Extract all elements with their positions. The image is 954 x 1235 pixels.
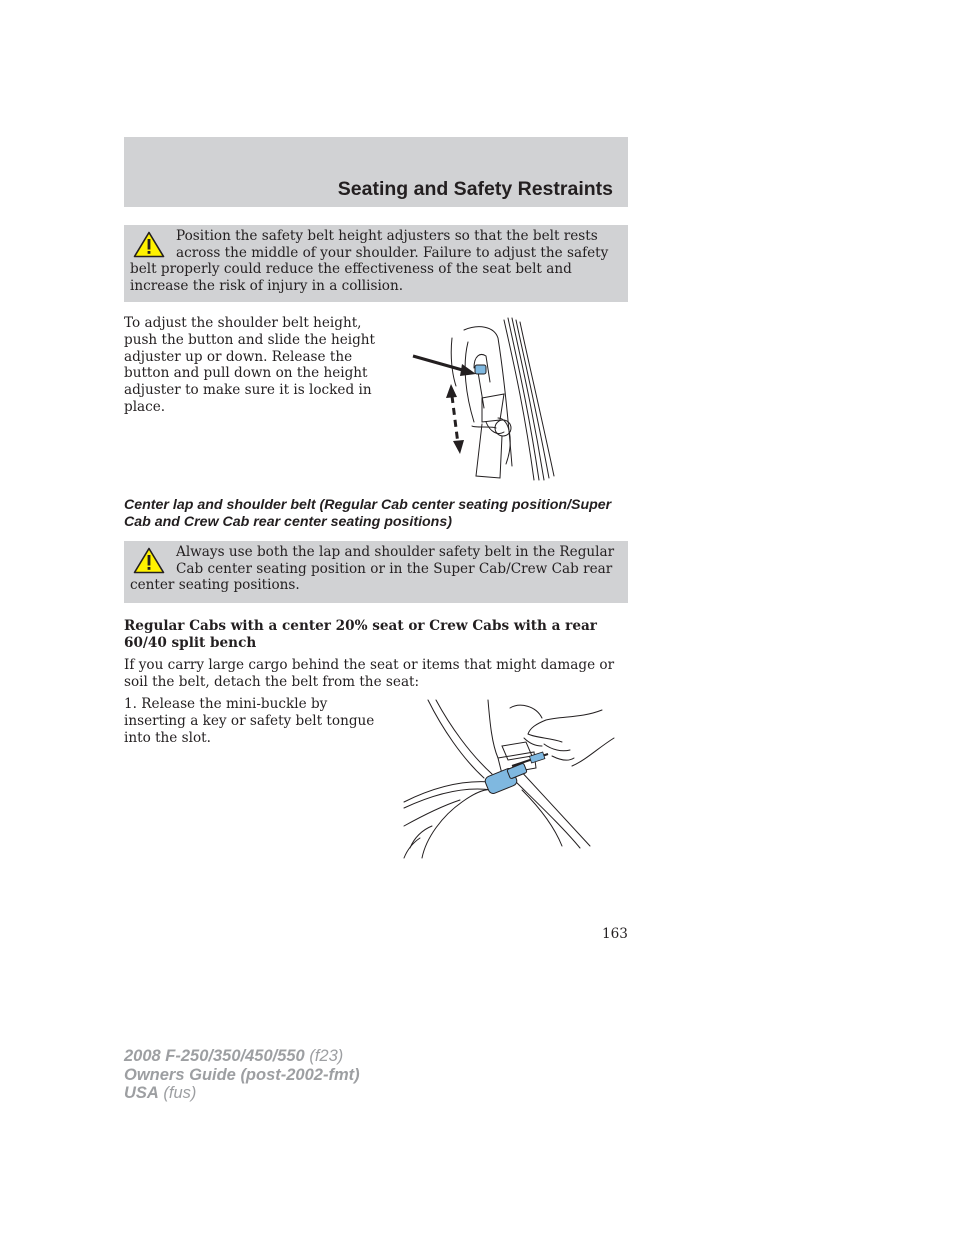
warning-text: Always use both the lap and shoulder safety belt in the Regular Cab center seating position or in the Super Cab/Crew Cab rear center seating positions. <box>130 544 615 593</box>
footer-line-1 <box>124 1047 360 1066</box>
detach-belt-intro: If you carry large cargo behind the seat or items that might damage or soil the belt, detach the belt from the seat: <box>124 657 615 690</box>
warning-triangle-icon <box>133 231 165 258</box>
shoulder-adjust-instructions: To adjust the shoulder belt height, push the button and slide the height adjuster up or down. Release the button and pull down on the height adjuster to make sure it is locked in place. <box>124 315 376 415</box>
footer-line-3 <box>124 1084 360 1103</box>
mini-buckle-illustration <box>402 698 616 860</box>
footer-model: 2008 F-250/350/450/550 <box>124 1047 305 1065</box>
section-title: Seating and Safety Restraints <box>337 178 613 200</box>
section-header-band <box>124 137 628 207</box>
footer-market: USA <box>124 1084 159 1102</box>
footer-market-code: (fus) <box>158 1084 197 1102</box>
footer-line-2: Owners Guide (post-2002-fmt) <box>124 1065 360 1084</box>
step-1-text: 1. Release the mini-buckle by inserting a key or safety belt tongue into the slot. <box>124 696 375 746</box>
document-footer <box>124 1047 360 1103</box>
footer-model-code: (f23) <box>304 1047 344 1065</box>
page-number: 163 <box>602 926 628 942</box>
warning-box-height-adjuster <box>124 225 628 302</box>
warning-box-center-belt <box>124 541 628 603</box>
center-belt-heading: Center lap and shoulder belt (Regular Cab center seating position/Super Cab and Crew Cab rear center seating positions) <box>124 497 612 530</box>
height-adjuster-illustration <box>408 316 572 482</box>
regular-cabs-heading: Regular Cabs with a center 20% seat or Crew Cabs with a rear 60/40 split bench <box>124 618 597 651</box>
warning-text: Position the safety belt height adjusters so that the belt rests across the middle of your shoulder. Failure to adjust the safety belt properly could reduce the effectiveness of the seat belt and increase the risk of injury in a collision. <box>130 228 609 294</box>
warning-triangle-icon <box>133 547 165 574</box>
